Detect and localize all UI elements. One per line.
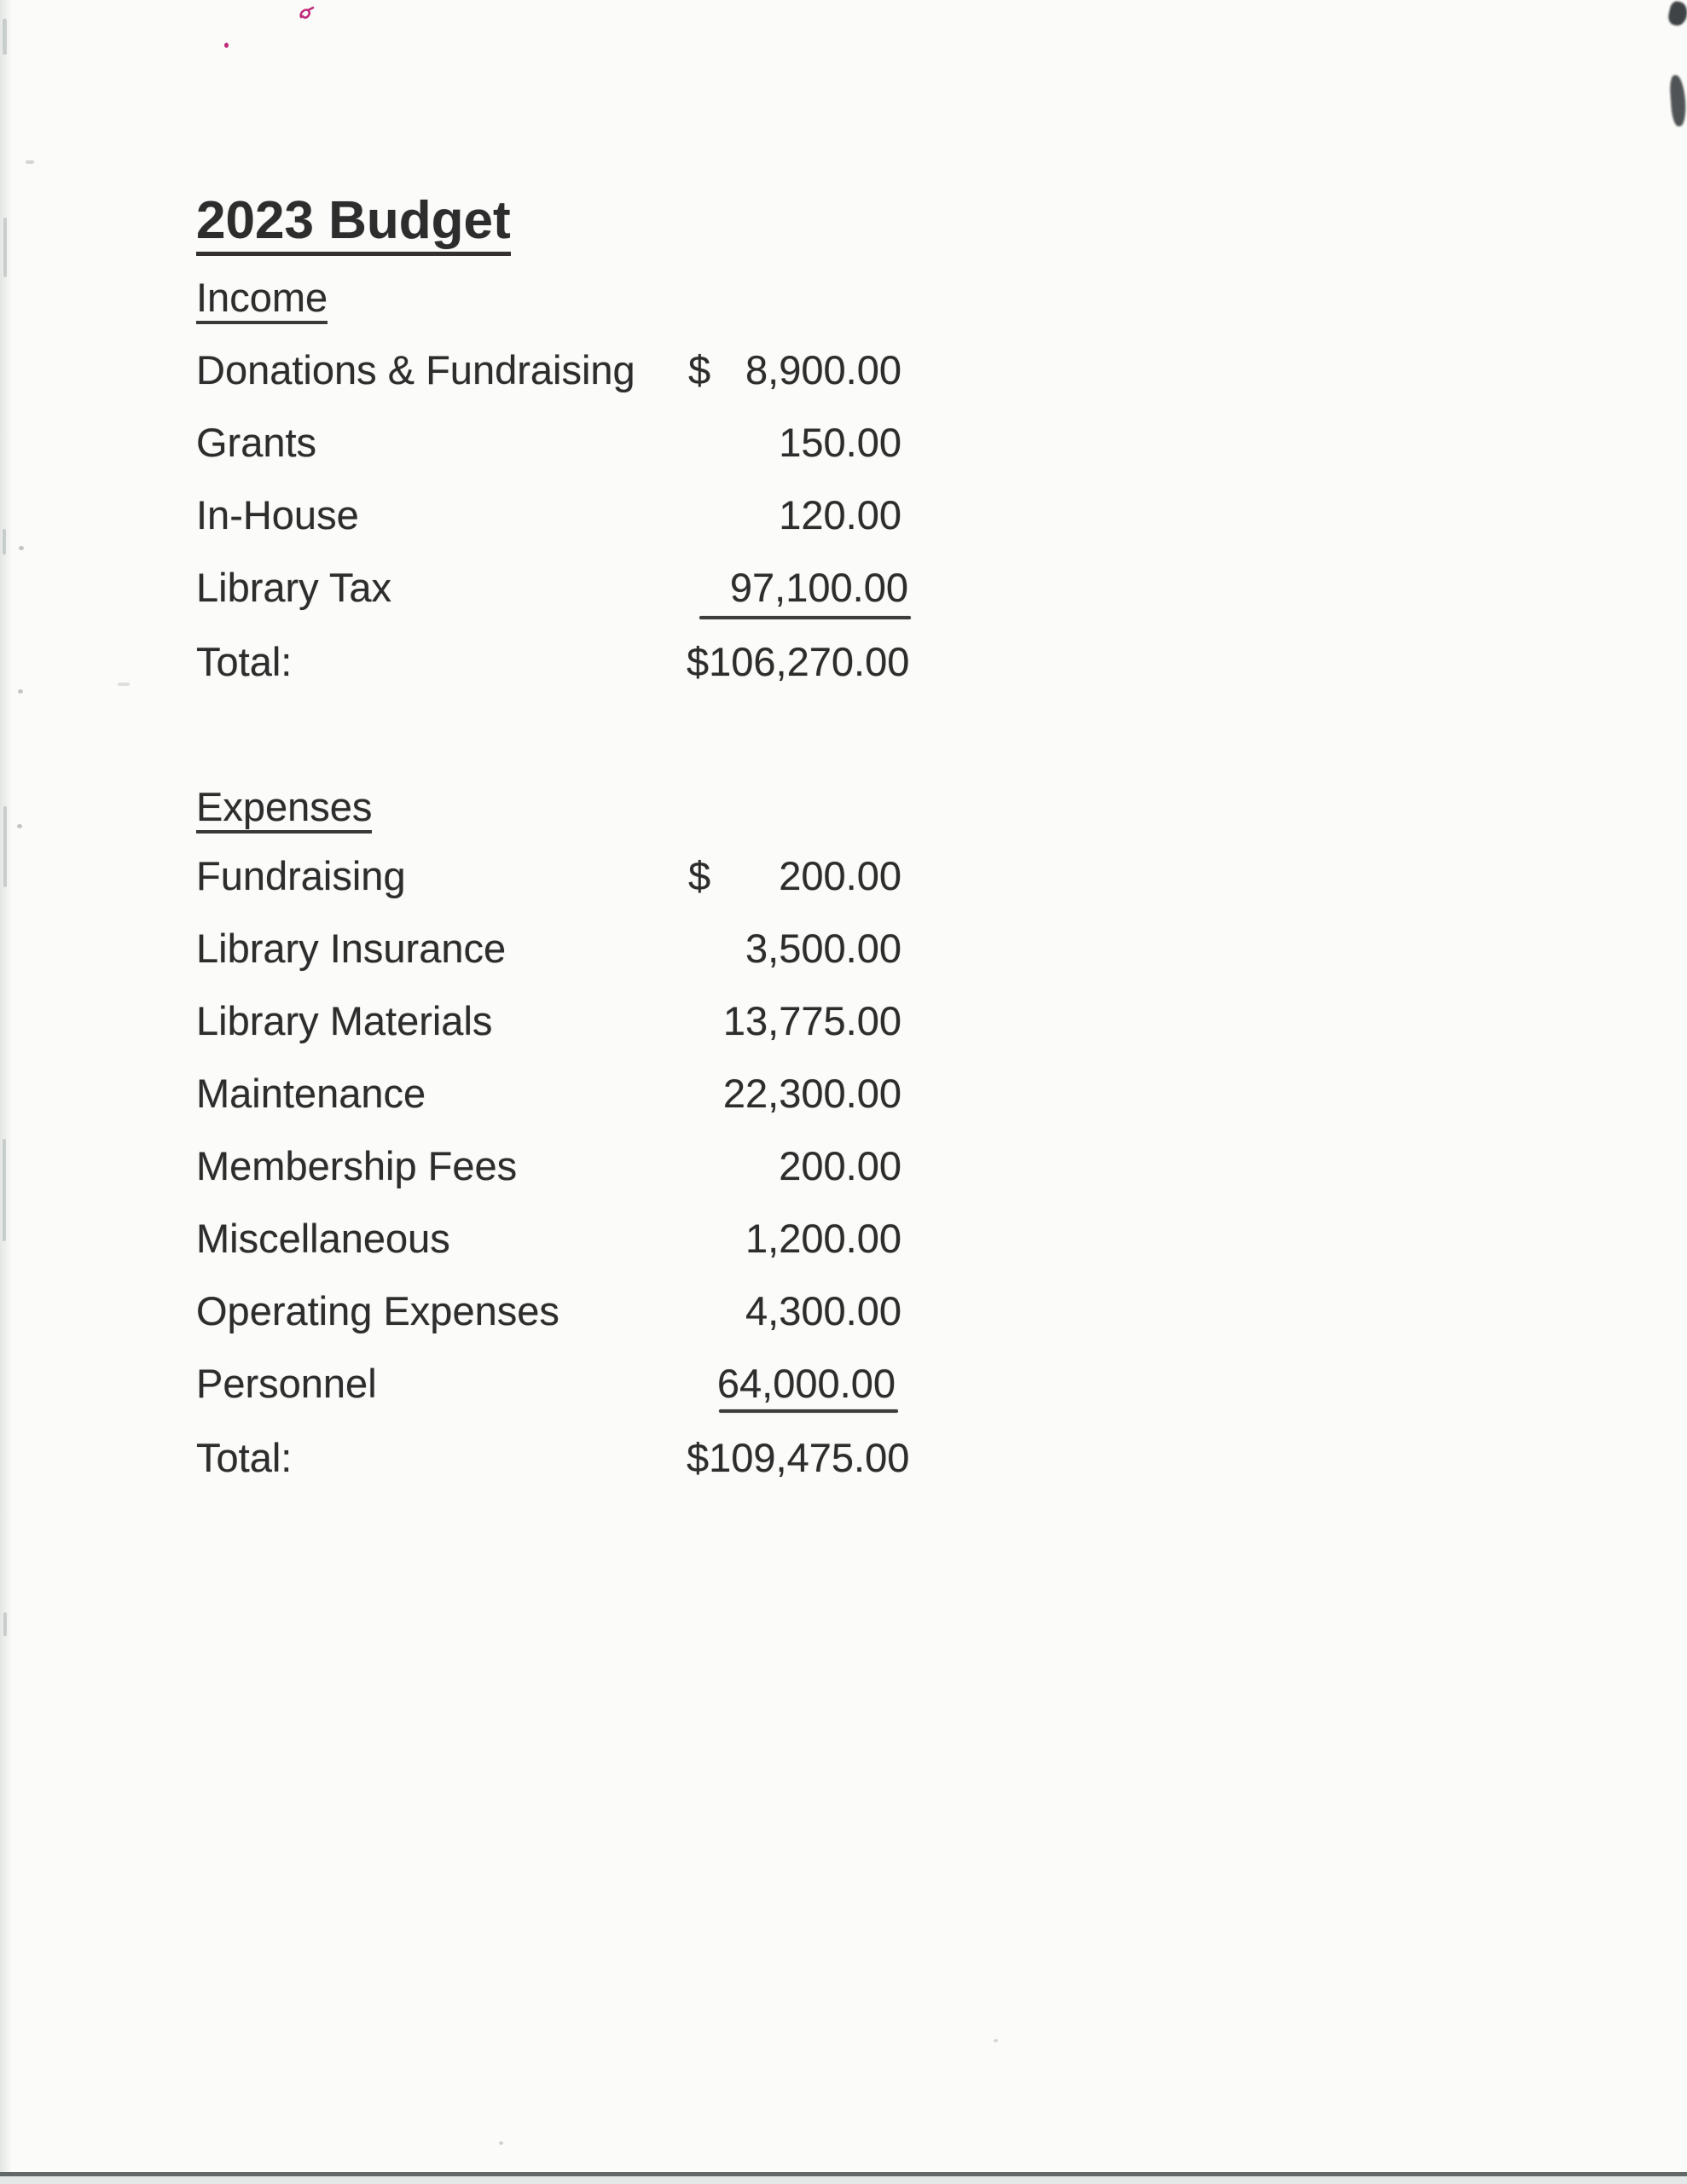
expense-row-value-library-insurance [687, 926, 901, 971]
scan-speck [118, 682, 130, 686]
expense-row-label-library-materials: Library Materials [196, 998, 493, 1043]
expenses-heading: Expenses [196, 787, 372, 834]
amount-text: 1,200.00 [745, 1216, 901, 1261]
scan-edge-mark [3, 1612, 7, 1636]
expense-row-label-total: Total: [196, 1435, 293, 1480]
amount-text: $106,270.00 [687, 639, 910, 684]
income-total-value [687, 639, 910, 684]
currency-symbol: $ [688, 853, 711, 898]
scanner-edge-band [0, 2176, 1687, 2184]
amount-text: 22,300.00 [722, 1071, 901, 1116]
scan-edge-mark [3, 1139, 6, 1241]
amount-text: 64,000.00 [716, 1361, 896, 1406]
expense-row-label-maintenance: Maintenance [196, 1071, 426, 1116]
income-row-label-total: Total: [196, 639, 293, 684]
amount-text: 8,900.00 [745, 347, 901, 392]
amount-text: 13,775.00 [722, 998, 901, 1043]
scan-edge-mark [3, 529, 6, 555]
scan-edge-mark [3, 806, 7, 887]
expense-row-label-membership-fees: Membership Fees [196, 1143, 518, 1188]
amount-text: 200.00 [779, 1143, 901, 1188]
amount-text: $109,475.00 [687, 1435, 910, 1480]
amount-text: 150.00 [779, 420, 901, 465]
expense-row-label-miscellaneous: Miscellaneous [196, 1216, 450, 1261]
pink-ink-squiggle [297, 5, 317, 24]
ink-smudge-top-right [1667, 0, 1687, 27]
income-row-value-donations-fundraising [687, 347, 901, 392]
expense-row-value-fundraising [687, 853, 901, 898]
income-row-label-in-house: In-House [196, 492, 359, 537]
scan-left-edge-band [0, 0, 12, 2184]
scan-speck [499, 2141, 503, 2145]
income-row-label-grants: Grants [196, 420, 317, 465]
expense-row-value-personnel [687, 1361, 896, 1406]
expense-row-label-personnel: Personnel [196, 1361, 377, 1406]
expense-row-value-membership-fees [687, 1143, 901, 1188]
scan-speck [18, 689, 23, 694]
amount-text: 120.00 [779, 492, 901, 537]
amount-text: 200.00 [779, 853, 901, 898]
income-row-label-donations-fundraising: Donations & Fundraising [196, 347, 635, 392]
scan-speck [19, 546, 24, 550]
income-row-value-library-tax [687, 565, 908, 610]
scan-speck [17, 824, 22, 828]
expense-row-label-fundraising: Fundraising [196, 853, 406, 898]
scan-edge-mark [3, 218, 7, 277]
expense-row-value-miscellaneous [687, 1216, 901, 1261]
expense-row-value-library-materials [687, 998, 901, 1043]
amount-text: 97,100.00 [729, 565, 908, 610]
income-row-value-in-house [687, 492, 901, 537]
scan-edge-mark [3, 19, 7, 55]
expenses-total-value [687, 1435, 910, 1480]
expenses-sum-underline [719, 1409, 898, 1413]
currency-symbol: $ [688, 347, 711, 392]
pink-ink-dot [224, 43, 229, 48]
page-title: 2023 Budget [196, 195, 511, 256]
expense-row-label-library-insurance: Library Insurance [196, 926, 507, 971]
ink-smudge-right [1669, 74, 1687, 126]
expense-row-value-operating-expenses [687, 1288, 901, 1333]
scan-speck [26, 160, 34, 164]
amount-text: 4,300.00 [745, 1288, 901, 1333]
income-row-value-grants [687, 420, 901, 465]
expense-row-label-operating-expenses: Operating Expenses [196, 1288, 559, 1333]
income-row-label-library-tax: Library Tax [196, 565, 392, 610]
expense-row-value-maintenance [687, 1071, 901, 1116]
amount-text: 3,500.00 [745, 926, 901, 971]
income-heading: Income [196, 277, 328, 324]
scan-speck [994, 2039, 998, 2042]
income-sum-underline [699, 616, 911, 619]
